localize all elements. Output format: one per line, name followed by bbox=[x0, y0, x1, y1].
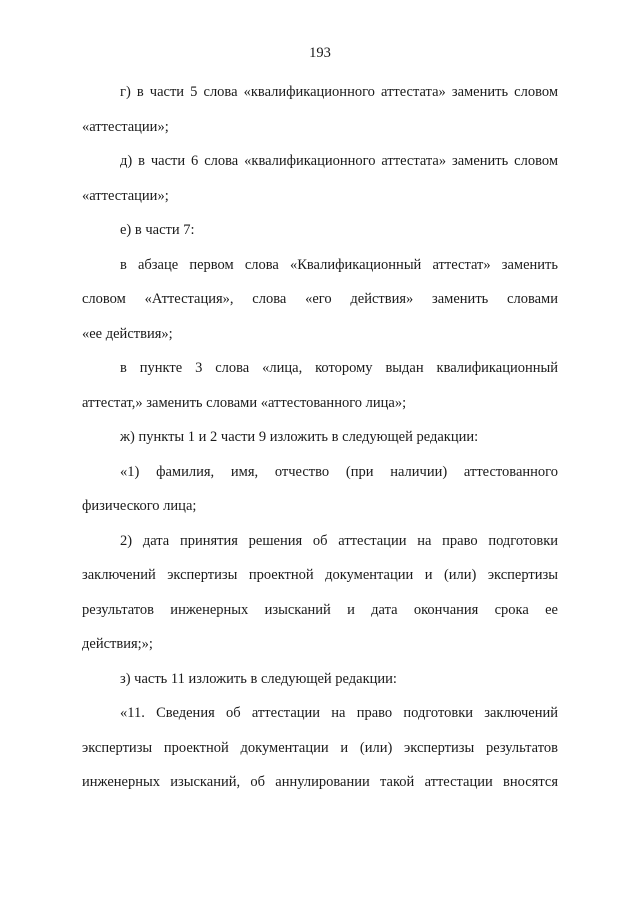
text-line: инженерных изысканий, об аннулировании такой аттестации вносятся bbox=[82, 774, 558, 790]
text-line: «аттестации»; bbox=[82, 188, 169, 204]
text-line: ж) пункты 1 и 2 части 9 изложить в следующей редакции: bbox=[120, 429, 479, 445]
text-line: «11. Сведения об аттестации на право подготовки заключений bbox=[120, 705, 558, 721]
text-line: в пункте 3 слова «лица, которому выдан квалификационный bbox=[120, 360, 558, 376]
text-line: г) в части 5 слова «квалификационного аттестата» заменить словом bbox=[120, 84, 558, 100]
text-line: экспертизы проектной документации и (или) экспертизы результатов bbox=[82, 740, 558, 756]
text-line: действия;»; bbox=[82, 636, 153, 652]
text-line: д) в части 6 слова «квалификационного аттестата» заменить словом bbox=[120, 153, 558, 169]
text-line: «ее действия»; bbox=[82, 326, 173, 342]
text-line: заключений экспертизы проектной документации и (или) экспертизы bbox=[82, 567, 558, 583]
text-line: словом «Аттестация», слова «его действия» заменить словами bbox=[82, 291, 558, 307]
text-line: аттестат,» заменить словами «аттестованного лица»; bbox=[82, 395, 407, 411]
text-line: физического лица; bbox=[82, 498, 197, 514]
text-line: «1) фамилия, имя, отчество (при наличии) аттестованного bbox=[120, 464, 558, 480]
page-number: 193 bbox=[309, 45, 331, 61]
text-line: в абзаце первом слова «Квалификационный аттестат» заменить bbox=[120, 257, 558, 273]
text-line: результатов инженерных изысканий и дата окончания срока ее bbox=[82, 602, 558, 618]
text-line: е) в части 7: bbox=[120, 222, 195, 238]
text-line: з) часть 11 изложить в следующей редакции: bbox=[120, 671, 397, 687]
text-line: «аттестации»; bbox=[82, 119, 169, 135]
text-line: 2) дата принятия решения об аттестации на право подготовки bbox=[120, 533, 558, 549]
